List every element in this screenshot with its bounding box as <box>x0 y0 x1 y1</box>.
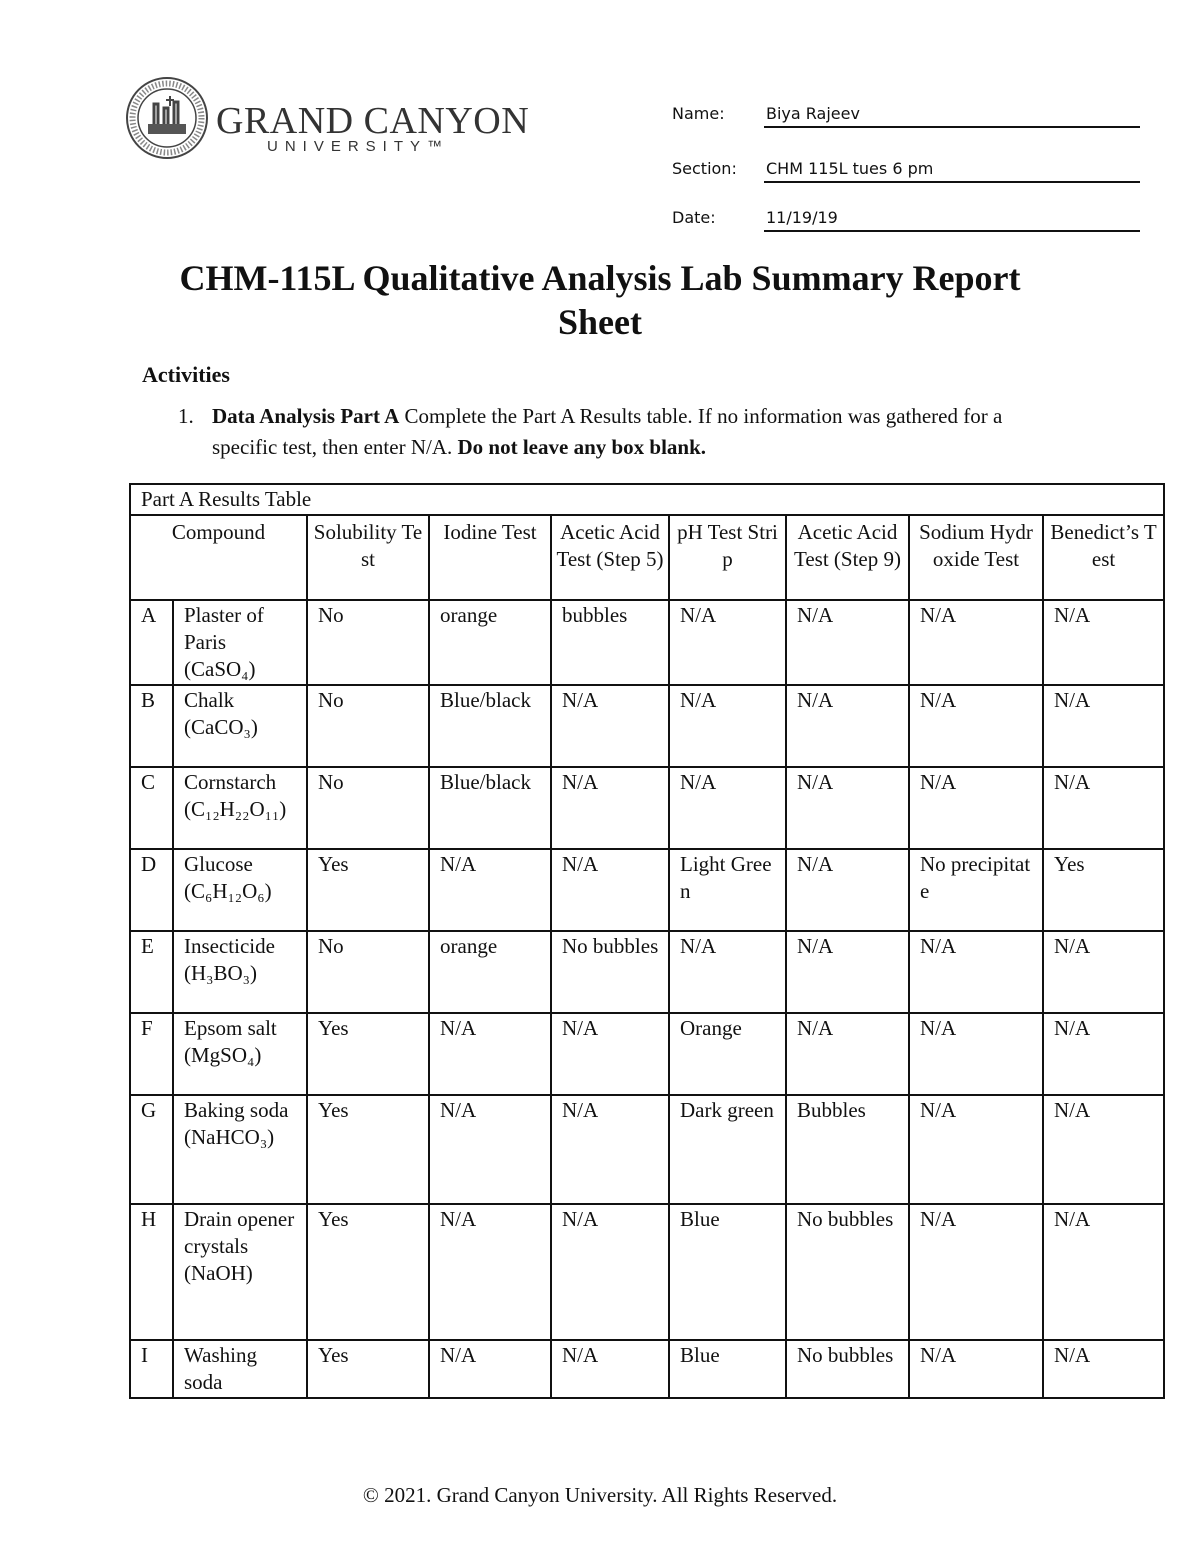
compound-letter: C <box>130 767 173 849</box>
table-row <box>130 1013 1164 1095</box>
compound-letter: G <box>130 1095 173 1204</box>
section-label: Section: <box>672 159 737 178</box>
iodine-cell[interactable]: N/A <box>429 1095 551 1204</box>
solubility-cell[interactable]: Yes <box>307 1340 429 1398</box>
activities-heading: Activities <box>142 362 230 387</box>
results-table <box>129 483 1165 1399</box>
logo-university-name: GRAND CANYON <box>216 100 530 142</box>
name-underline <box>764 126 1140 128</box>
table-row <box>130 767 1164 849</box>
sodium-hydroxide-cell[interactable]: N/A <box>909 767 1043 849</box>
acetic-acid-step5-cell[interactable]: No bubbles <box>551 931 669 1013</box>
name-field[interactable] <box>672 102 1140 132</box>
iodine-cell[interactable]: N/A <box>429 1340 551 1398</box>
acetic-acid-step5-cell[interactable]: N/A <box>551 1095 669 1204</box>
name-label: Name: <box>672 104 725 123</box>
sodium-hydroxide-cell[interactable]: N/A <box>909 685 1043 767</box>
acetic-acid-step9-cell[interactable]: N/A <box>786 849 909 931</box>
header-ph-test-strip: pH Test Strip <box>669 515 786 600</box>
table-row <box>130 600 1164 685</box>
table-row <box>130 931 1164 1013</box>
solubility-cell[interactable]: No <box>307 600 429 685</box>
acetic-acid-step9-cell[interactable]: No bubbles <box>786 1204 909 1340</box>
date-underline <box>764 230 1140 232</box>
compound-name: Drain opener crystals (NaOH) <box>173 1204 307 1340</box>
instruction-number: 1. <box>178 404 194 428</box>
benedicts-cell[interactable]: N/A <box>1043 1095 1164 1204</box>
acetic-acid-step9-cell[interactable]: N/A <box>786 931 909 1013</box>
iodine-cell[interactable]: N/A <box>429 1204 551 1340</box>
compound-letter: B <box>130 685 173 767</box>
table-row <box>130 1340 1164 1398</box>
header-solubility-test: Solubility Test <box>307 515 429 600</box>
compound-letter: E <box>130 931 173 1013</box>
compound-letter: H <box>130 1204 173 1340</box>
section-underline <box>764 181 1140 183</box>
ph-strip-cell[interactable]: N/A <box>669 767 786 849</box>
university-logo <box>124 76 530 160</box>
page-title <box>0 256 1200 344</box>
date-field[interactable] <box>672 206 1140 236</box>
compound-letter: A <box>130 600 173 685</box>
compound-letter: D <box>130 849 173 931</box>
header-acetic-acid-step-5: Acetic Acid Test (Step 5) <box>551 515 669 600</box>
header-benedicts-test: Benedict’s Test <box>1043 515 1164 600</box>
title-line-1: CHM-115L Qualitative Analysis Lab Summary Report <box>179 258 1021 298</box>
title-line-2: Sheet <box>558 302 642 342</box>
compound-letter: I <box>130 1340 173 1398</box>
compound-name: Glucose (C₆H₁₂O₆) <box>173 849 307 931</box>
acetic-acid-step5-cell[interactable]: N/A <box>551 1340 669 1398</box>
compound-name: Insecticide (H₃BO₃) <box>173 931 307 1013</box>
compound-name: Washing soda <box>173 1340 307 1398</box>
benedicts-cell[interactable]: Yes <box>1043 849 1164 931</box>
iodine-cell[interactable]: orange <box>429 600 551 685</box>
sodium-hydroxide-cell[interactable]: N/A <box>909 1013 1043 1095</box>
iodine-cell[interactable]: Blue/black <box>429 685 551 767</box>
ph-strip-cell[interactable]: N/A <box>669 685 786 767</box>
ph-strip-cell[interactable]: N/A <box>669 931 786 1013</box>
table-header-row <box>130 515 1164 600</box>
solubility-cell[interactable]: Yes <box>307 1013 429 1095</box>
solubility-cell[interactable]: Yes <box>307 1095 429 1204</box>
section-value[interactable]: CHM 115L tues 6 pm <box>766 159 934 178</box>
acetic-acid-step9-cell[interactable]: N/A <box>786 600 909 685</box>
university-seal-icon <box>124 76 214 160</box>
acetic-acid-step5-cell[interactable]: N/A <box>551 685 669 767</box>
table-row <box>130 1204 1164 1340</box>
compound-name: Cornstarch (C₁₂H₂₂O₁₁) <box>173 767 307 849</box>
acetic-acid-step9-cell[interactable]: N/A <box>786 1013 909 1095</box>
benedicts-cell[interactable]: N/A <box>1043 600 1164 685</box>
ph-strip-cell[interactable]: Light Green <box>669 849 786 931</box>
ph-strip-cell[interactable]: Orange <box>669 1013 786 1095</box>
table-row <box>130 849 1164 931</box>
ph-strip-cell[interactable]: N/A <box>669 600 786 685</box>
benedicts-cell[interactable]: N/A <box>1043 1340 1164 1398</box>
benedicts-cell[interactable]: N/A <box>1043 1204 1164 1340</box>
date-value[interactable]: 11/19/19 <box>766 208 838 227</box>
acetic-acid-step5-cell[interactable]: N/A <box>551 1204 669 1340</box>
iodine-cell[interactable]: N/A <box>429 1013 551 1095</box>
instruction-bold-lead: Data Analysis Part A <box>212 404 400 428</box>
header-compound: Compound <box>130 515 307 600</box>
name-value[interactable]: Biya Rajeev <box>766 104 860 123</box>
benedicts-cell[interactable]: N/A <box>1043 767 1164 849</box>
solubility-cell[interactable]: No <box>307 685 429 767</box>
solubility-cell[interactable]: Yes <box>307 849 429 931</box>
compound-name: Epsom salt (MgSO₄) <box>173 1013 307 1095</box>
table-row <box>130 1095 1164 1204</box>
section-field[interactable] <box>672 157 1140 187</box>
sodium-hydroxide-cell[interactable]: No precipitate <box>909 849 1043 931</box>
solubility-cell[interactable]: No <box>307 767 429 849</box>
sodium-hydroxide-cell[interactable]: N/A <box>909 1204 1043 1340</box>
instruction-body: Complete the Part A Results table. If no information was gathered for a specific test, then enter N/A. <box>212 404 1003 459</box>
compound-name: Plaster of Paris (CaSO₄) <box>173 600 307 685</box>
ph-strip-cell[interactable]: Blue <box>669 1204 786 1340</box>
benedicts-cell[interactable]: N/A <box>1043 685 1164 767</box>
sodium-hydroxide-cell[interactable]: N/A <box>909 931 1043 1013</box>
instruction-text <box>212 401 1072 463</box>
instruction-bold-tail: Do not leave any box blank. <box>457 435 707 459</box>
iodine-cell[interactable]: N/A <box>429 849 551 931</box>
acetic-acid-step9-cell[interactable]: Bubbles <box>786 1095 909 1204</box>
benedicts-cell[interactable]: N/A <box>1043 931 1164 1013</box>
acetic-acid-step9-cell[interactable]: N/A <box>786 767 909 849</box>
sodium-hydroxide-cell[interactable]: N/A <box>909 1095 1043 1204</box>
acetic-acid-step9-cell[interactable]: N/A <box>786 685 909 767</box>
acetic-acid-step9-cell[interactable]: No bubbles <box>786 1340 909 1398</box>
header-iodine-test: Iodine Test <box>429 515 551 600</box>
sodium-hydroxide-cell[interactable]: N/A <box>909 600 1043 685</box>
compound-name: Chalk (CaCO₃) <box>173 685 307 767</box>
acetic-acid-step5-cell[interactable]: N/A <box>551 1013 669 1095</box>
acetic-acid-step5-cell[interactable]: N/A <box>551 849 669 931</box>
compound-name: Baking soda (NaHCO₃) <box>173 1095 307 1204</box>
copyright-footer: © 2021. Grand Canyon University. All Rights Reserved. <box>362 1483 838 1507</box>
solubility-cell[interactable]: Yes <box>307 1204 429 1340</box>
table-row <box>130 685 1164 767</box>
header-acetic-acid-step-9: Acetic Acid Test (Step 9) <box>786 515 909 600</box>
acetic-acid-step5-cell[interactable]: bubbles <box>551 600 669 685</box>
logo-university-subtitle: UNIVERSITY™ <box>267 138 450 155</box>
date-label: Date: <box>672 208 716 227</box>
iodine-cell[interactable]: orange <box>429 931 551 1013</box>
header-sodium-hydroxide-test: Sodium Hydroxide Test <box>909 515 1043 600</box>
ph-strip-cell[interactable]: Blue <box>669 1340 786 1398</box>
sodium-hydroxide-cell[interactable]: N/A <box>909 1340 1043 1398</box>
table-caption: Part A Results Table <box>130 484 1164 515</box>
acetic-acid-step5-cell[interactable]: N/A <box>551 767 669 849</box>
solubility-cell[interactable]: No <box>307 931 429 1013</box>
benedicts-cell[interactable]: N/A <box>1043 1013 1164 1095</box>
compound-letter: F <box>130 1013 173 1095</box>
iodine-cell[interactable]: Blue/black <box>429 767 551 849</box>
ph-strip-cell[interactable]: Dark green <box>669 1095 786 1204</box>
